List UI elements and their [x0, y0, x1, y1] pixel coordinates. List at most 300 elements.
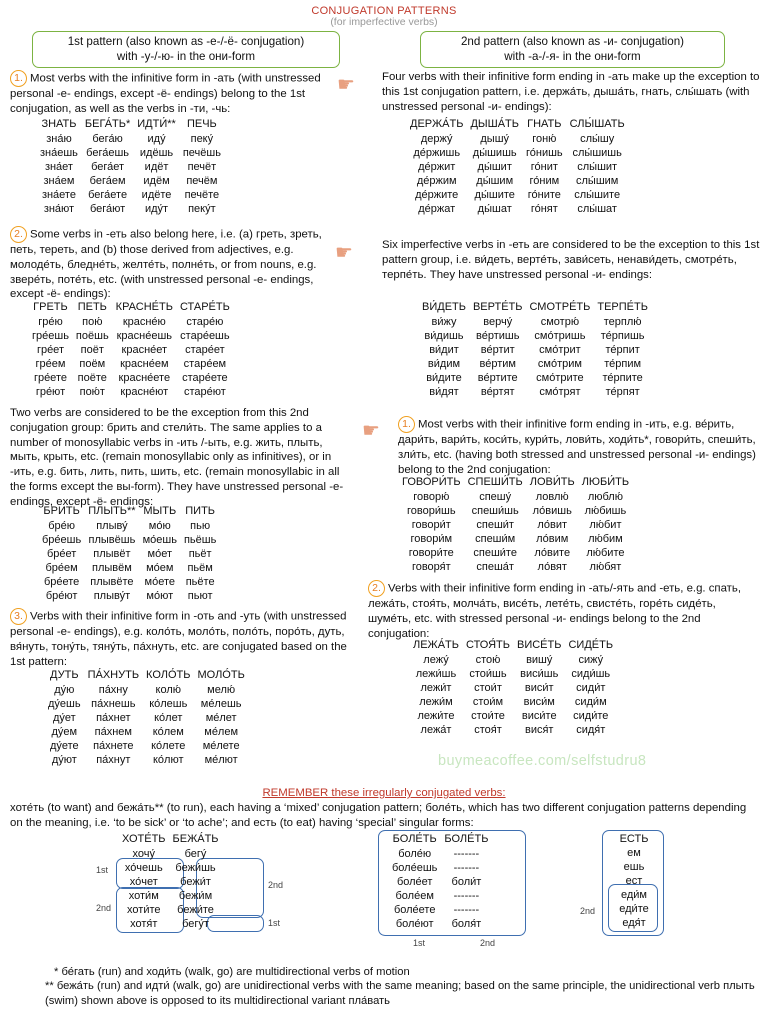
- label-irreg1-b: 2nd: [96, 903, 112, 913]
- s3-row: [42, 561, 223, 575]
- s2-cell: пою́: [82, 316, 103, 329]
- s2-cell: старе́ю: [186, 316, 224, 329]
- s2-cell: красне́ете: [118, 372, 171, 385]
- r3-cell: спешу́: [479, 491, 512, 504]
- pattern-1-line2: with -у-/-ю- in the они-form: [116, 50, 256, 64]
- s4-cell: ме́лем: [204, 726, 239, 739]
- r1-cell: слы́шишь: [572, 147, 622, 160]
- right-section-4-body: Verbs with their infinitive form ending in -ать/-ять and -еть, e.g. спать, лежа́ть, стоя́ть, молча́ть, висе́ть, лете́ть, свисте́ть, горе́ть сиде́ть, шуме́ть, etc. with stressed personal -и- endings belong to the 2nd conjugation:: [368, 582, 741, 640]
- r3-header-2: ЛОВИ́ТЬ: [529, 476, 575, 488]
- irreg2-header-1: БОЛЕ́ТЬ: [444, 833, 489, 845]
- section-3-text: Two verbs are considered to be the exception from this 2nd conjugation group: брить and стели́ть. The same applies to a number of monosyllabic verbs in -ить /-ыть, e.g. жить, плыть, мыть, крыть, etc. (remain monosyllabic only as infinitives), or in -ить, e.g. бить, лить, пить, шить, etc. (remain monosyllabic in all the forms except the вы-form). They have unstressed personal -е- endings, except -ё- endings:: [10, 407, 344, 508]
- r1-header-0: ДЕРЖА́ТЬ: [410, 118, 464, 130]
- r2-cell: ве́ртит: [480, 344, 515, 357]
- s4-cell: ме́лют: [204, 754, 238, 767]
- r3-cell: ло́вим: [536, 533, 569, 546]
- s4-row: [48, 753, 252, 767]
- r4-cell: стои́те: [471, 710, 505, 723]
- r1-cell: го́нит: [530, 161, 558, 174]
- table-r2: [422, 300, 655, 400]
- irreg1-cell: бежи́т: [180, 876, 211, 889]
- irreg3-row-0: ем: [627, 847, 641, 860]
- r1-cell: слы́шим: [576, 175, 619, 188]
- r1-cell: го́нишь: [525, 147, 563, 160]
- s3-cell: мо́ете: [144, 576, 175, 589]
- s4-cell: колю́: [155, 684, 181, 697]
- s2-cell: старе́ете: [182, 372, 228, 385]
- s1-cell: зна́ете: [41, 189, 76, 202]
- s4-cell: па́хнут: [96, 754, 131, 767]
- r2-cell: ви́дит: [429, 344, 459, 357]
- right-section-1-text: Four verbs with their infinitive form ending in -ать make up the exception to this 1st conjugation pattern, i.e. держа́ть, дыша́ть, гнать, слы́шать (with unstressed personal -и- endings):: [382, 71, 760, 113]
- s3-row: [42, 533, 223, 547]
- s3-cell: пьют: [187, 590, 213, 603]
- r1-cell: гоню́: [532, 133, 557, 146]
- r1-row: [410, 146, 632, 160]
- irreg3-row-1: ешь: [623, 861, 645, 874]
- r4-cell: стои́м: [472, 696, 504, 709]
- r4-row: [413, 653, 620, 667]
- s1-cell: бега́ю: [92, 133, 123, 146]
- s2-row: [32, 343, 237, 357]
- r2-cell: ве́ртишь: [476, 330, 520, 343]
- r4-cell: стоя́т: [474, 724, 502, 737]
- r2-cell: те́рпим: [604, 358, 642, 371]
- r3-cell: говори́м: [410, 533, 453, 546]
- s1-row: [40, 188, 228, 202]
- irreg1-row: [122, 847, 226, 861]
- s4-cell: па́хнет: [96, 712, 131, 725]
- right-section-3-number: 1.: [398, 416, 415, 433]
- r2-cell: смо́трит: [539, 344, 581, 357]
- r4-row: [413, 723, 620, 737]
- r4-cell: лежа́т: [420, 724, 452, 737]
- irreg2-row: [392, 903, 495, 917]
- r3-cell: лю́бим: [588, 533, 623, 546]
- irreg1-cell: бегу́: [184, 848, 207, 861]
- pattern-2-line1: 2nd pattern (also known as -и- conjugation): [460, 35, 684, 48]
- r3-cell: говорю́: [413, 491, 450, 504]
- r4-cell: лежу́: [423, 654, 449, 667]
- r4-cell: сиди́те: [573, 710, 609, 723]
- r4-cell: лежи́т: [420, 682, 452, 695]
- s4-cell: па́хнем: [94, 726, 132, 739]
- s2-row: [32, 357, 237, 371]
- s4-cell: па́хнете: [93, 740, 134, 753]
- s3-cell: плыву́т: [93, 590, 131, 603]
- footnote-2: ** бежа́ть (run) and идти́ (walk, go) are unidirectional verbs with the same meaning; based on the same principle, the unidirectional verb плыть (swim) shown above is opposed to its multidirectional variant пла́вать: [45, 980, 755, 1007]
- irreg1-row: [122, 903, 226, 917]
- pointing-hand-icon: ☛: [337, 74, 355, 96]
- remember-heading: [0, 786, 768, 801]
- pattern-2-box: [420, 31, 725, 68]
- s3-cell: пьёшь: [183, 534, 217, 547]
- s1-row: [40, 160, 228, 174]
- r2-cell: терплю́: [603, 316, 642, 329]
- s2-cell: красне́ем: [120, 358, 169, 371]
- s4-cell: ду́ете: [49, 740, 79, 753]
- s1-cell: печёшь: [182, 147, 221, 160]
- r3-cell: говори́те: [408, 547, 454, 560]
- irreg3-row-4: еди́те: [619, 903, 649, 916]
- irreg2-cell: боли́т: [451, 876, 482, 889]
- s3-cell: бре́ете: [43, 576, 80, 589]
- r1-cell: слы́шу: [580, 133, 615, 146]
- r3-header-0: ГОВОРИ́ТЬ: [402, 476, 461, 488]
- s3-cell: мо́ют: [146, 590, 174, 603]
- s3-header-0: БРИТЬ: [43, 505, 80, 517]
- table-s4: [48, 668, 252, 768]
- section-2-body: Some verbs in -еть also belong here, i.e. (a) греть, зреть, петь, тереть, and (b) those derived from adjectives, e.g. молоде́ть, бледне́ть, желте́ть, полне́ть, or from nouns, e.g. звере́ть, поте́ть, etc. (with unstressed personal -е- endings, except -ё- endings):: [10, 228, 322, 301]
- r3-row: [402, 546, 636, 560]
- r1-header-2: ГНАТЬ: [527, 118, 562, 130]
- s3-cell: бре́ет: [46, 548, 77, 561]
- s2-row: [32, 385, 237, 399]
- s1-cell: печёте: [184, 189, 220, 202]
- r1-cell: де́ржишь: [413, 147, 461, 160]
- s3-header-3: ПИТЬ: [185, 505, 216, 517]
- r2-cell: те́рпят: [605, 386, 640, 399]
- s3-cell: пьёте: [185, 576, 215, 589]
- irreg1-cell: хоти́те: [127, 904, 161, 917]
- r1-row: [410, 132, 632, 146]
- irreg2-row: [392, 861, 495, 875]
- pointing-hand-icon-2: ☛: [335, 242, 353, 264]
- s3-cell: бре́ют: [45, 590, 78, 603]
- label-irreg1-a: 1st: [96, 865, 109, 875]
- s2-cell: гре́ешь: [32, 330, 69, 343]
- irreg1-row: [122, 889, 226, 903]
- s3-cell: бре́ешь: [42, 534, 82, 547]
- s1-cell: зна́ем: [43, 175, 75, 188]
- s1-cell: зна́ет: [44, 161, 73, 174]
- r2-header-2: СМОТРЕ́ТЬ: [529, 301, 591, 313]
- r4-cell: лежи́те: [417, 710, 455, 723]
- irreg1-cell: бегу́т: [182, 918, 209, 931]
- irreg1-header-1: БЕЖА́ТЬ: [172, 833, 219, 845]
- r3-cell: ло́вите: [534, 547, 571, 560]
- s1-cell: печёт: [187, 161, 217, 174]
- r2-header-3: ТЕРПЕ́ТЬ: [597, 301, 648, 313]
- r2-row: [422, 329, 655, 343]
- r2-cell: те́рпит: [605, 344, 640, 357]
- table-r4: [413, 638, 620, 738]
- r3-cell: ло́вят: [537, 561, 567, 574]
- r2-row: [422, 315, 655, 329]
- s4-row: [48, 739, 252, 753]
- s2-cell: поём: [79, 358, 106, 371]
- r3-cell: спеши́те: [473, 547, 517, 560]
- r4-cell: виси́т: [524, 682, 554, 695]
- irreg1-header-0: ХОТЕ́ТЬ: [122, 833, 166, 845]
- r3-cell: говоря́т: [411, 561, 451, 574]
- r2-cell: верчу́: [483, 316, 513, 329]
- s4-cell: ко́лет: [154, 712, 183, 725]
- s4-row: [48, 725, 252, 739]
- s3-row: [42, 575, 223, 589]
- section-1-number: 1.: [10, 70, 27, 87]
- irreg1-cell: бежи́те: [177, 904, 214, 917]
- r3-cell: ло́вишь: [532, 505, 572, 518]
- s1-header-2: ИДТИ́**: [137, 118, 176, 130]
- r2-row: [422, 357, 655, 371]
- r1-row: [410, 160, 632, 174]
- s2-cell: красне́ю: [122, 316, 166, 329]
- r2-cell: смо́тришь: [534, 330, 586, 343]
- s1-cell: идёте: [141, 189, 172, 202]
- s1-cell: зна́ю: [46, 133, 72, 146]
- table-r3: [402, 475, 636, 575]
- page-subtitle: (for imperfective verbs): [330, 16, 438, 28]
- s4-header-3: МОЛО́ТЬ: [197, 669, 245, 681]
- r3-cell: спеши́м: [475, 533, 516, 546]
- s4-row: [48, 711, 252, 725]
- s1-cell: бега́ют: [89, 203, 126, 216]
- r2-header-0: ВИ́ДЕТЬ: [422, 301, 466, 313]
- r4-header-2: ВИСЕ́ТЬ: [517, 639, 562, 651]
- s1-cell: пеку́: [190, 133, 214, 146]
- s2-cell: поёте: [77, 372, 107, 385]
- r3-row: [402, 532, 636, 546]
- irreg2-cell: боле́ем: [395, 890, 434, 903]
- label-irreg2-a: 1st: [413, 938, 426, 948]
- r1-cell: де́ржите: [415, 189, 459, 202]
- s2-cell: гре́ете: [33, 372, 67, 385]
- r3-cell: говори́т: [411, 519, 451, 532]
- r3-cell: лю́бят: [589, 561, 622, 574]
- r2-cell: смо́трите: [536, 372, 584, 385]
- remember-heading-text: REMEMBER these irregularly conjugated verbs:: [262, 787, 506, 799]
- right-section-2-text: Six imperfective verbs in -еть are considered to be the exception to this 1st pattern group, i.e. ви́деть, верте́ть, зави́сеть, ненави́деть, смотре́ть, терпе́ть. They have unstressed personal -и- endings:: [382, 239, 760, 281]
- pattern-2-line2: with -а-/-я- in the они-form: [504, 50, 641, 64]
- irreg1-cell: хо́чешь: [124, 862, 163, 875]
- s1-cell: бега́ет: [91, 161, 125, 174]
- r1-cell: ды́шат: [477, 203, 512, 216]
- s3-header-2: МЫТЬ: [143, 505, 177, 517]
- s4-cell: ду́ем: [51, 726, 78, 739]
- r3-cell: люблю́: [587, 491, 623, 504]
- s2-header-2: КРАСНЕ́ТЬ: [115, 301, 173, 313]
- r4-header-3: СИДЕ́ТЬ: [568, 639, 614, 651]
- r1-cell: ды́шим: [476, 175, 514, 188]
- s1-row: [40, 202, 228, 216]
- r3-cell: спеши́т: [476, 519, 514, 532]
- s4-header-1: ПА́ХНУТЬ: [87, 669, 140, 681]
- r1-cell: ды́шите: [474, 189, 515, 202]
- section-4-body: Verbs with their infinitive form in -оть and -уть (with unstressed personal -е- endings), e.g. коло́ть, моло́ть, поло́ть, поро́ть, дуть, вя́нуть, тону́ть, тяну́ть, па́хнуть, etc. are conjugated based on the 1st pattern:: [10, 610, 347, 668]
- r2-row: [422, 343, 655, 357]
- irreg2-row: [392, 847, 495, 861]
- table-irreg3: [614, 832, 654, 931]
- r1-cell: держу́: [420, 133, 453, 146]
- s4-cell: ме́лет: [205, 712, 237, 725]
- r3-header-1: СПЕШИ́ТЬ: [467, 476, 523, 488]
- s3-cell: мо́ешь: [142, 534, 177, 547]
- s2-header-0: ГРЕТЬ: [33, 301, 68, 313]
- irreg1-row: [122, 875, 226, 889]
- s2-cell: старе́ют: [183, 386, 226, 399]
- irreg2-cell: боле́ешь: [392, 862, 438, 875]
- r2-cell: те́рпишь: [600, 330, 645, 343]
- irreg1-cell: хотя́т: [130, 918, 158, 931]
- irreg2-cell: -------: [453, 862, 480, 875]
- s1-header-0: ЗНАТЬ: [41, 118, 77, 130]
- label-irreg1-d: 1st: [268, 918, 281, 928]
- page-title: CONJUGATION PATTERNS: [311, 5, 457, 17]
- section-4-text: [10, 608, 355, 669]
- s2-cell: гре́ют: [35, 386, 66, 399]
- r2-cell: ви́жу: [431, 316, 457, 329]
- table-s1: [40, 117, 228, 217]
- pointing-hand-icon-3: ☛: [362, 420, 380, 442]
- r4-cell: лежи́м: [419, 696, 453, 709]
- irreg2-row: [392, 917, 495, 931]
- section-2-text: [10, 226, 345, 302]
- s4-cell: ко́лют: [153, 754, 184, 767]
- label-irreg3: 2nd: [580, 906, 596, 916]
- r2-cell: ве́ртят: [480, 386, 515, 399]
- r4-header-1: СТОЯ́ТЬ: [466, 639, 510, 651]
- s1-cell: иду́т: [144, 203, 169, 216]
- r2-cell: смо́трят: [539, 386, 581, 399]
- s3-header-1: ПЛЫТЬ**: [88, 505, 136, 517]
- r1-row: [410, 202, 632, 216]
- r3-cell: говори́шь: [407, 505, 456, 518]
- r1-header-3: СЛЫ́ШАТЬ: [569, 118, 625, 130]
- r3-row: [402, 518, 636, 532]
- r4-cell: виси́те: [521, 710, 557, 723]
- r1-cell: ды́шишь: [472, 147, 517, 160]
- irreg1-cell: хо́чет: [129, 876, 158, 889]
- table-r1: [410, 117, 632, 217]
- s4-cell: ме́лете: [202, 740, 240, 753]
- r3-row: [402, 560, 636, 574]
- s3-row: [42, 589, 223, 603]
- s4-row: [48, 683, 252, 697]
- r2-row: [422, 371, 655, 385]
- s2-row: [32, 315, 237, 329]
- s2-header-1: ПЕТЬ: [77, 301, 107, 313]
- r1-header-1: ДЫША́ТЬ: [470, 118, 519, 130]
- r2-cell: ви́дите: [426, 372, 462, 385]
- r3-row: [402, 504, 636, 518]
- s3-cell: мо́ем: [146, 562, 174, 575]
- s4-cell: ду́ют: [51, 754, 77, 767]
- r1-cell: дышу́: [480, 133, 510, 146]
- s2-cell: пою́т: [79, 386, 105, 399]
- s1-cell: бега́ем: [89, 175, 126, 188]
- s2-cell: старе́ешь: [180, 330, 230, 343]
- irreg2-cell: -------: [453, 904, 480, 917]
- irreg1-cell: хоти́м: [128, 890, 159, 903]
- s1-cell: бега́ете: [88, 189, 128, 202]
- s4-cell: ко́лешь: [149, 698, 188, 711]
- s4-cell: ко́лете: [151, 740, 186, 753]
- s3-cell: плывём: [92, 562, 132, 575]
- pattern-1-box: [32, 31, 340, 68]
- irreg1-row: [122, 861, 226, 875]
- right-section-3-body: Most verbs with their infinitive form ending in -ить, e.g. ве́рить, дари́ть, вари́ть, коси́ть, кури́ть, лови́ть, ходи́ть*, говори́ть, спеши́ть, зли́ть, etc. (having both stressed and unstressed personal -и- endings) belong to the 2nd conjugation:: [398, 418, 756, 476]
- s4-cell: ко́лем: [152, 726, 184, 739]
- irreg2-row: [392, 875, 495, 889]
- irreg2-cell: боле́ете: [393, 904, 436, 917]
- r1-cell: де́ржим: [416, 175, 457, 188]
- r2-cell: ве́ртите: [477, 372, 518, 385]
- s3-cell: плыву́: [96, 520, 128, 533]
- s2-row: [32, 329, 237, 343]
- irreg1-row: [122, 917, 226, 931]
- irreg2-cell: -------: [453, 890, 480, 903]
- s4-cell: ду́ю: [54, 684, 75, 697]
- irreg1-cell: хочу́: [132, 848, 155, 861]
- r2-cell: смотрю́: [540, 316, 580, 329]
- r1-row: [410, 174, 632, 188]
- irreg1-cell: бежи́м: [178, 890, 213, 903]
- r1-cell: де́ржит: [418, 161, 456, 174]
- irreg2-row: [392, 889, 495, 903]
- r2-cell: ви́дишь: [424, 330, 464, 343]
- s1-cell: зна́ешь: [40, 147, 78, 160]
- r4-header-0: ЛЕЖА́ТЬ: [413, 639, 459, 651]
- irreg2-cell: боле́ют: [395, 918, 434, 931]
- r4-row: [413, 695, 620, 709]
- s4-cell: па́хну: [98, 684, 128, 697]
- section-2-number: 2.: [10, 226, 27, 243]
- s2-cell: поёшь: [75, 330, 109, 343]
- irreg3-row-5: едя́т: [622, 917, 646, 930]
- r3-row: [402, 490, 636, 504]
- s3-row: [42, 519, 223, 533]
- irreg2-cell: боля́т: [451, 918, 482, 931]
- r4-cell: сиди́шь: [571, 668, 611, 681]
- s1-row: [40, 174, 228, 188]
- table-irreg2: [392, 832, 495, 932]
- r3-cell: спеши́шь: [471, 505, 519, 518]
- s1-row: [40, 146, 228, 160]
- r4-row: [413, 667, 620, 681]
- r3-cell: ло́вит: [537, 519, 568, 532]
- r4-cell: вися́т: [524, 724, 554, 737]
- s3-cell: бре́ем: [45, 562, 78, 575]
- s2-cell: поёт: [80, 344, 104, 357]
- s4-cell: мелю́: [207, 684, 236, 697]
- r1-cell: слы́шит: [577, 161, 618, 174]
- r2-row: [422, 385, 655, 399]
- s4-header-2: КОЛО́ТЬ: [146, 669, 191, 681]
- s2-cell: красне́ет: [121, 344, 168, 357]
- r4-cell: сидя́т: [576, 724, 606, 737]
- s4-header-0: ДУТЬ: [50, 669, 79, 681]
- pattern-1-line1: 1st pattern (also known as -е-/-ё- conjugation): [67, 35, 305, 48]
- label-irreg1-c: 2nd: [268, 880, 284, 890]
- s2-cell: старе́ем: [183, 358, 227, 371]
- irreg2-cell: -------: [453, 848, 480, 861]
- s4-cell: ду́ешь: [48, 698, 81, 711]
- r1-cell: го́ним: [529, 175, 560, 188]
- s2-cell: гре́ет: [36, 344, 64, 357]
- s1-cell: иду́: [147, 133, 166, 146]
- s2-cell: гре́ем: [35, 358, 66, 371]
- label-irreg2-b: 2nd: [480, 938, 496, 948]
- r2-cell: те́рпите: [602, 372, 643, 385]
- table-s3: [42, 504, 223, 604]
- footnote-1: * бе́гать (run) and ходи́ть (walk, go) are multidirectional verbs of motion: [54, 966, 410, 978]
- table-irreg1: [122, 832, 226, 932]
- r3-cell: лю́бит: [589, 519, 622, 532]
- r3-cell: лю́бишь: [584, 505, 627, 518]
- s2-cell: гре́ю: [38, 316, 63, 329]
- remember-text: хоте́ть (to want) and бежа́ть** (to run), each having a ‘mixed’ conjugation pattern; боле́ть, which has two different conjugation patterns depending on the meaning, i.e. ‘to be sick’ or ‘to ache’; and есть (to eat) having ‘special’ singular forms:: [10, 802, 747, 829]
